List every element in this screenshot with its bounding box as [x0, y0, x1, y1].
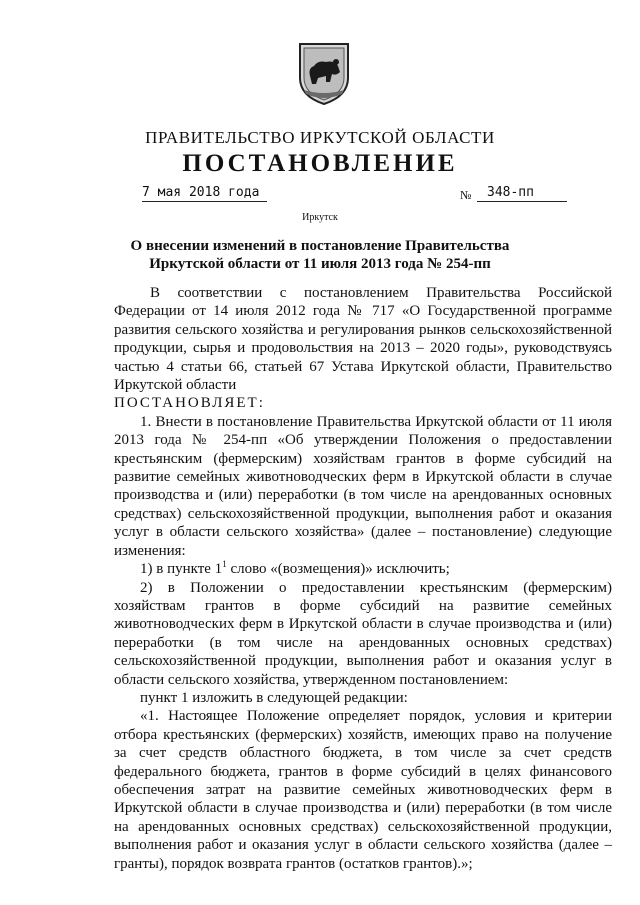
document-type-title: ПОСТАНОВЛЕНИЕ [182, 150, 458, 177]
document-heading: О внесении изменений в постановление Правительства Иркутской области от 11 июля 2013 года № 254-пп [130, 238, 510, 272]
document-date: 7 мая 2018 года [142, 185, 267, 202]
decree-word: ПОСТАНОВЛЯЕТ: [114, 395, 265, 412]
city-name: Иркутск [302, 212, 338, 223]
item-1-paragraph: 1. Внести в постановление Правительства Иркутской области от 11 июля 2013 года № 254-пп «Об утверждении Положения о предоставлении крестьянским (фермерским) хозяйствам грантов в форме субсидий на развитие семейных животноводческих ферм в Иркутской области в случае производства и (или) переработки (в том числе на арендованных основных средствах) сельскохозяйственной продукции, выполнения работ и оказания услуг в области сельского хозяйства» (далее – постановление) следующие изменения: [114, 413, 612, 559]
irkutsk-coat-of-arms-icon [296, 38, 352, 106]
subitem-1-suffix: слово «(возмещения)» исключить; [226, 561, 450, 578]
point-1-intro: пункт 1 изложить в следующей редакции: [140, 689, 408, 706]
subitem-1-prefix: 1) в пункте 1 [140, 561, 223, 578]
document-body [114, 284, 612, 873]
number-sign: № [460, 188, 472, 202]
document-number: 348-пп [477, 185, 567, 202]
subitem-1-superscript: 1 [222, 559, 227, 570]
subitem-1-paragraph [114, 560, 612, 578]
quoted-amendment-paragraph: «1. Настоящее Положение определяет порядок, условия и критерии отбора крестьянских (фермерских) хозяйств, имеющих право на получение за счет средств областного бюджета, в том числе за счет средств федерального бюджета, грантов в форме субсидий в целях финансового обеспечения затрат на развитие семейных животноводческих ферм в Иркутской области в случае производства и (или) переработки (в том числе на арендованных основных средствах) сельскохозяйственной продукции, выполнения работ и оказания услуг в области сельского хозяйства (далее – гранты), порядок возврата грантов (остатков грантов).»; [114, 708, 612, 872]
preamble-paragraph: В соответствии с постановлением Правительства Российской Федерации от 14 июля 2012 года № 717 «О Государственной программе развития сельского хозяйства и регулирования рынков сельскохозяйственной продукции, сырья и продовольствия на 2013 – 2020 годы», руководствуясь частью 4 статьи 66, статьей 67 Устава Иркутской области, Правительство Иркутской области [114, 285, 612, 394]
subitem-2-paragraph: 2) в Положении о предоставлении крестьянским (фермерским) хозяйствам грантов в форме субсидий на развитие семейных животноводческих ферм в Иркутской области в случае производства и (или) переработки (в том числе на арендованных основных средствах) сельскохозяйственной продукции, выполнения работ и оказания услуг в области сельского хозяйства, утвержденном постановлением: [114, 579, 612, 688]
organization-name: ПРАВИТЕЛЬСТВО ИРКУТСКОЙ ОБЛАСТИ [145, 128, 495, 147]
